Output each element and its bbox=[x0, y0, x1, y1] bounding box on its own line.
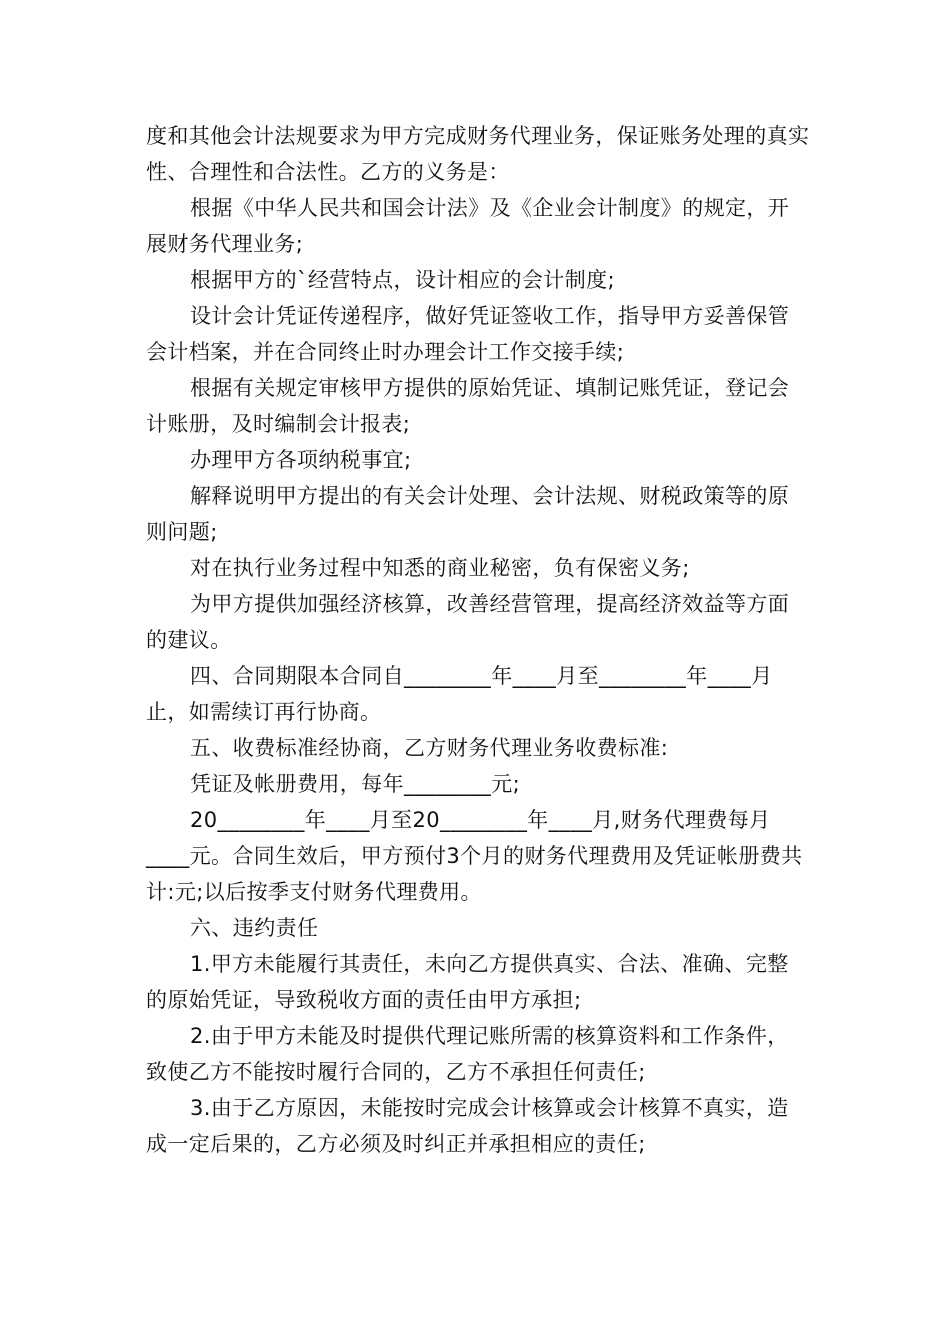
section-breach-liability: 六、违约责任 bbox=[190, 916, 319, 940]
paragraph-duty-accounting-law: 根据《中华人民共和国会计法》及《企业会计制度》的规定，开展财务代理业务; bbox=[146, 196, 790, 256]
document-body bbox=[146, 118, 810, 1162]
paragraph-voucher-fee: 凭证及帐册费用，每年________元; bbox=[190, 772, 521, 796]
paragraph-duty-advice: 为甲方提供加强经济核算，改善经营管理，提高经济效益等方面的建议。 bbox=[146, 592, 790, 652]
paragraph-duty-tax-matters: 办理甲方各项纳税事宜; bbox=[190, 448, 412, 472]
section-fee-standard: 五、收费标准经协商，乙方财务代理业务收费标准: bbox=[190, 736, 669, 760]
paragraph-duty-audit-vouchers: 根据有关规定审核甲方提供的原始凭证、填制记账凭证，登记会计账册，及时编制会计报表; bbox=[146, 376, 790, 436]
paragraph-duty-confidentiality: 对在执行业务过程中知悉的商业秘密，负有保密义务; bbox=[190, 556, 690, 580]
paragraph-liability-1: 1.甲方未能履行其责任，未向乙方提供真实、合法、准确、完整的原始凭证，导致税收方面的责任由甲方承担; bbox=[146, 952, 789, 1012]
paragraph-duty-voucher-procedure: 设计会计凭证传递程序，做好凭证签收工作，指导甲方妥善保管会计档案，并在合同终止时办理会计工作交接手续; bbox=[146, 304, 790, 364]
paragraph-continuation: 度和其他会计法规要求为甲方完成财务代理业务，保证账务处理的真实性、合理性和合法性。乙方的义务是： bbox=[146, 124, 810, 184]
paragraph-agency-fee: 20________年____月至20________年____月,财务代理费每月____元。合同生效后，甲方预付3个月的财务代理费用及凭证帐册费共计:元;以后按季支付财务代理费用。 bbox=[146, 808, 803, 904]
paragraph-liability-3: 3.由于乙方原因，未能按时完成会计核算或会计核算不真实，造成一定后果的，乙方必须及时纠正并承担相应的责任; bbox=[146, 1096, 789, 1156]
paragraph-duty-explain-issues: 解释说明甲方提出的有关会计处理、会计法规、财税政策等的原则问题; bbox=[146, 484, 790, 544]
paragraph-duty-design-system: 根据甲方的`经营特点，设计相应的会计制度; bbox=[190, 268, 615, 292]
paragraph-liability-2: 2.由于甲方未能及时提供代理记账所需的核算资料和工作条件，致使乙方不能按时履行合同的，乙方不承担任何责任; bbox=[146, 1024, 789, 1084]
section-contract-term: 四、合同期限本合同自________年____月至________年____月止，如需续订再行协商。 bbox=[146, 664, 773, 724]
